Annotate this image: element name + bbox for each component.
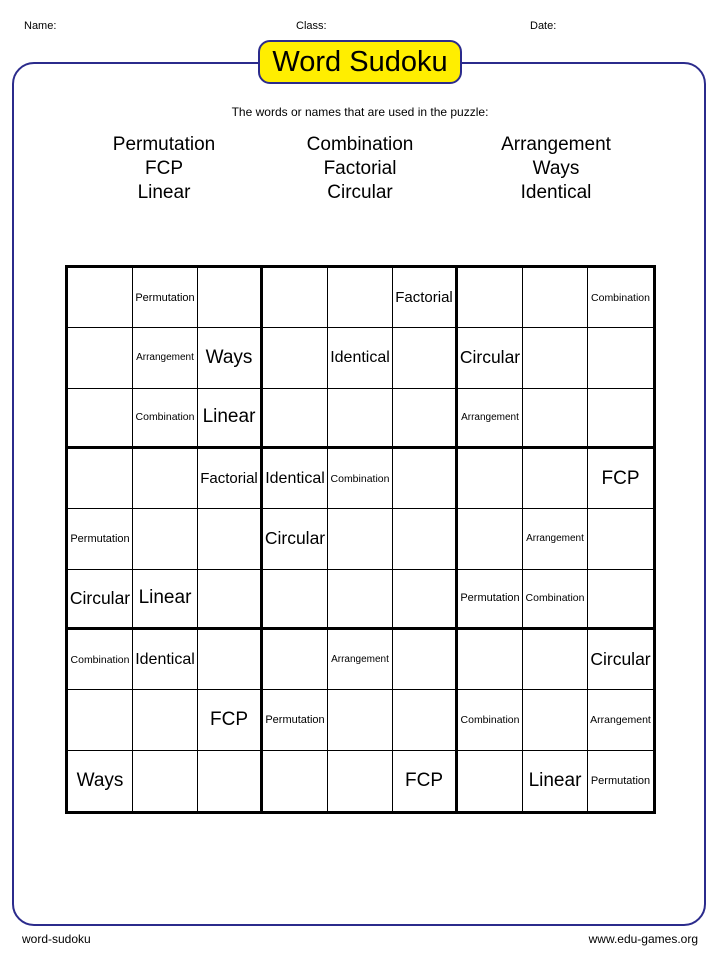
grid-cell: [458, 328, 523, 388]
cell-word: FCP: [601, 467, 640, 489]
grid-cell: [328, 449, 393, 509]
grid-cell[interactable]: [523, 268, 588, 328]
cell-word: Circular: [69, 587, 131, 608]
cell-word: Arrangement: [136, 352, 194, 364]
grid-cell[interactable]: [458, 751, 523, 811]
grid-cell[interactable]: [263, 389, 328, 449]
grid-cell[interactable]: [133, 509, 198, 569]
grid-cell[interactable]: [523, 449, 588, 509]
word-list-item: Combination: [306, 134, 414, 155]
grid-cell: [133, 268, 198, 328]
grid-cell[interactable]: [263, 570, 328, 630]
grid-cell: [133, 389, 198, 449]
grid-cell: [588, 268, 653, 328]
grid-cell[interactable]: [588, 328, 653, 388]
grid-cell[interactable]: [458, 630, 523, 690]
word-list-item: Permutation: [112, 134, 216, 155]
grid-cell: [328, 328, 393, 388]
grid-cell[interactable]: [198, 268, 263, 328]
grid-cell: [523, 570, 588, 630]
grid-cell[interactable]: [523, 630, 588, 690]
worksheet-title: Word Sudoku: [258, 40, 462, 84]
grid-cell: [523, 751, 588, 811]
grid-cell[interactable]: [328, 268, 393, 328]
grid-cell[interactable]: [68, 389, 133, 449]
grid-cell: [68, 570, 133, 630]
word-list-item: Ways: [532, 158, 580, 179]
cell-word: Combination: [460, 713, 520, 726]
grid-cell[interactable]: [198, 509, 263, 569]
cell-word: Identical: [265, 469, 325, 487]
grid-cell[interactable]: [68, 328, 133, 388]
grid-cell: [458, 690, 523, 750]
grid-cell[interactable]: [68, 268, 133, 328]
name-label: Name:: [24, 20, 57, 32]
grid-cell: [588, 690, 653, 750]
grid-cell[interactable]: [393, 449, 458, 509]
cell-word: Factorial: [200, 470, 258, 488]
grid-cell[interactable]: [393, 690, 458, 750]
cell-word: Linear: [202, 406, 256, 428]
grid-cell[interactable]: [68, 449, 133, 509]
word-list-item: Arrangement: [501, 134, 611, 155]
grid-cell[interactable]: [263, 268, 328, 328]
grid-cell[interactable]: [198, 630, 263, 690]
grid-cell: [588, 630, 653, 690]
word-list-item: Identical: [520, 182, 592, 203]
cell-word: Arrangement: [331, 654, 389, 666]
grid-cell: [458, 389, 523, 449]
grid-cell: [133, 328, 198, 388]
grid-cell: [263, 449, 328, 509]
grid-cell: [328, 630, 393, 690]
word-list-intro: The words or names that are used in the puzzle:: [231, 105, 489, 119]
grid-cell[interactable]: [328, 751, 393, 811]
grid-cell[interactable]: [263, 751, 328, 811]
grid-cell[interactable]: [458, 509, 523, 569]
grid-cell: [68, 630, 133, 690]
grid-cell: [198, 328, 263, 388]
cell-word: Arrangement: [461, 411, 519, 423]
cell-word: Linear: [138, 587, 192, 609]
cell-word: Ways: [205, 346, 253, 368]
grid-cell: [198, 690, 263, 750]
word-column-2: [260, 133, 460, 205]
word-list-item: FCP: [145, 158, 183, 179]
grid-cell: [393, 751, 458, 811]
grid-cell[interactable]: [523, 389, 588, 449]
cell-word: Identical: [330, 348, 390, 366]
word-list-item: Circular: [327, 182, 393, 203]
grid-cell: [458, 570, 523, 630]
cell-word: Circular: [459, 347, 521, 368]
grid-cell[interactable]: [328, 690, 393, 750]
word-column-1: [64, 133, 264, 205]
cell-word: FCP: [405, 769, 443, 791]
grid-cell[interactable]: [68, 690, 133, 750]
class-label: Class:: [296, 20, 327, 32]
grid-cell[interactable]: [458, 449, 523, 509]
grid-cell[interactable]: [588, 570, 653, 630]
grid-cell: [68, 509, 133, 569]
sudoku-grid: [65, 265, 656, 814]
cell-word: FCP: [210, 708, 248, 730]
grid-cell[interactable]: [523, 328, 588, 388]
cell-word: Circular: [590, 649, 651, 670]
cell-word: Permutation: [590, 774, 651, 787]
grid-cell[interactable]: [133, 751, 198, 811]
word-list-item: Factorial: [323, 158, 397, 179]
grid-cell: [588, 751, 653, 811]
grid-cell[interactable]: [393, 630, 458, 690]
grid-cell: [263, 690, 328, 750]
cell-word: Arrangement: [590, 713, 651, 726]
grid-cell: [198, 449, 263, 509]
cell-word: Factorial: [395, 289, 453, 307]
word-list-item: Linear: [137, 182, 191, 203]
cell-word: Linear: [528, 769, 582, 791]
word-column-3: [456, 133, 656, 205]
cell-word: Combination: [330, 472, 390, 485]
cell-word: Permutation: [460, 592, 520, 605]
grid-cell: [133, 630, 198, 690]
grid-cell[interactable]: [588, 389, 653, 449]
grid-cell: [523, 509, 588, 569]
cell-word: Permutation: [265, 713, 325, 726]
cell-word: Circular: [264, 528, 326, 549]
grid-cell[interactable]: [328, 570, 393, 630]
grid-cell: [263, 509, 328, 569]
grid-cell[interactable]: [198, 570, 263, 630]
cell-word: Combination: [525, 592, 585, 605]
grid-cell: [588, 449, 653, 509]
grid-cell[interactable]: [328, 509, 393, 569]
cell-word: Combination: [70, 653, 130, 666]
cell-word: Combination: [591, 291, 650, 304]
grid-cell[interactable]: [133, 690, 198, 750]
date-label: Date:: [530, 20, 557, 32]
grid-cell[interactable]: [133, 449, 198, 509]
grid-cell[interactable]: [263, 328, 328, 388]
grid-cell[interactable]: [393, 509, 458, 569]
grid-cell[interactable]: [393, 570, 458, 630]
grid-cell: [393, 268, 458, 328]
grid-cell[interactable]: [393, 389, 458, 449]
grid-cell[interactable]: [588, 509, 653, 569]
grid-cell[interactable]: [198, 751, 263, 811]
grid-cell[interactable]: [523, 690, 588, 750]
grid-cell[interactable]: [458, 268, 523, 328]
grid-cell: [198, 389, 263, 449]
footer-website: www.edu-games.org: [588, 932, 698, 946]
grid-cell: [133, 570, 198, 630]
cell-word: Ways: [76, 769, 124, 791]
cell-word: Arrangement: [526, 533, 584, 545]
grid-cell[interactable]: [393, 328, 458, 388]
cell-word: Identical: [135, 650, 195, 668]
grid-cell[interactable]: [263, 630, 328, 690]
cell-word: Combination: [135, 411, 195, 424]
footer-worksheet-name: word-sudoku: [22, 932, 91, 946]
grid-cell[interactable]: [328, 389, 393, 449]
cell-word: Permutation: [70, 532, 130, 545]
grid-cell: [68, 751, 133, 811]
cell-word: Permutation: [135, 291, 195, 304]
